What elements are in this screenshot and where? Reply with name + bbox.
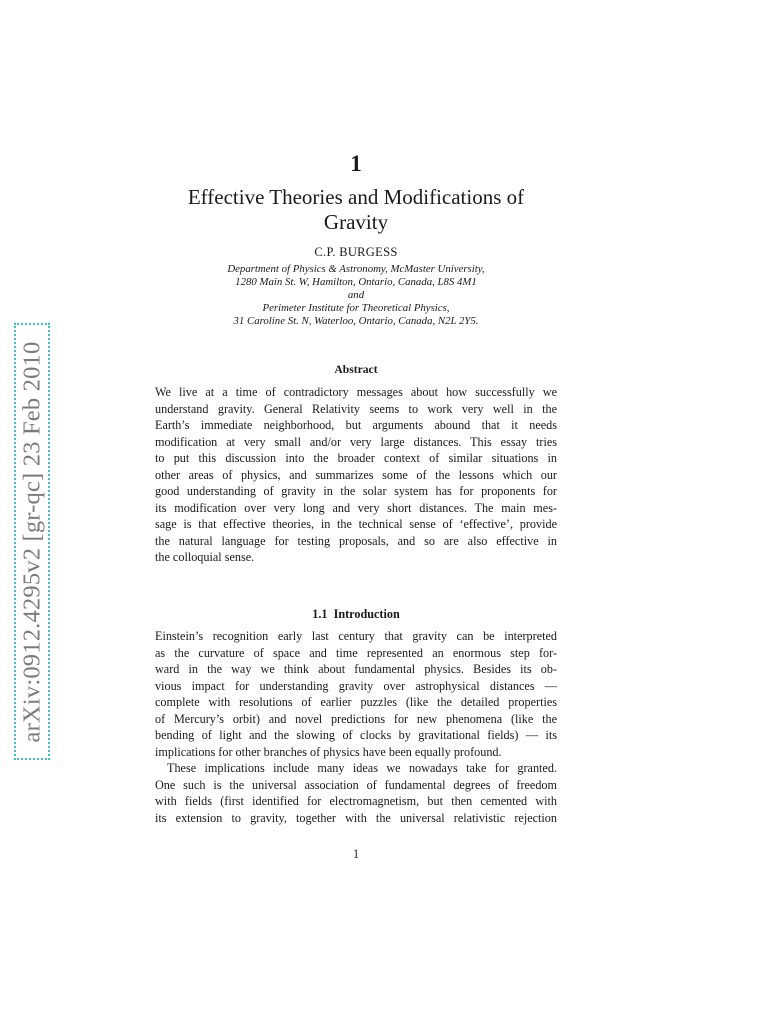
body-line: its extension to gravity, together with the universal relativistic rejection [155, 810, 557, 825]
body-line: Einstein’s recognition early last century that gravity can be interpreted [155, 629, 557, 643]
abstract-line: to put this discussion into the broader context of similar situations in [155, 451, 557, 465]
abstract-heading: Abstract [334, 363, 378, 376]
body-line: bending of light and the slowing of clocks by gravitational fields) — its [155, 728, 557, 742]
section-number: 1.1 [312, 607, 328, 621]
affiliation-conjunction: and [347, 289, 365, 301]
affiliation-line: Perimeter Institute for Theoretical Physics, [262, 302, 450, 314]
body-line: vious impact for understanding gravity over astrophysical distances — [155, 678, 557, 693]
section-title: Introduction [333, 607, 400, 621]
abstract-line: We live at a time of contradictory messages about how successfully we [155, 385, 557, 399]
abstract-line: its modification over very long and very short distances. The main mes- [155, 500, 557, 515]
abstract-text [155, 384, 557, 566]
chapter-title [155, 185, 557, 235]
abstract-line: good understanding of gravity in the solar system has for proponents for [155, 484, 557, 498]
body-line: implications for other branches of physics have been equally profound. [155, 744, 502, 759]
section-heading [155, 606, 557, 622]
chapter-number: 1 [350, 151, 362, 176]
affiliation-line: Department of Physics & Astronomy, McMaster University, [227, 263, 485, 275]
body-text [155, 628, 557, 826]
body-line: ward in the way we think about fundamental physics. Besides its ob- [155, 662, 557, 676]
abstract-line: Earth’s immediate neighborhood, but arguments abound that it needs [155, 418, 557, 432]
body-line: complete with resolutions of earlier puzzles (like the detailed properties [155, 695, 557, 709]
affiliation-line: 1280 Main St. W, Hamilton, Ontario, Canada, L8S 4M1 [235, 276, 477, 288]
abstract-line: sage is that effective theories, in the technical sense of ‘effective’, provide [155, 517, 557, 531]
body-line: These implications include many ideas we nowadays take for granted. [167, 761, 557, 775]
body-line: with fields (first identified for electromagnetism, but then cemented with [155, 794, 557, 808]
abstract-line: the natural language for testing proposals, and so are also effective in [155, 533, 557, 548]
abstract-line: the colloquial sense. [155, 550, 255, 564]
abstract-line: modification at very small and/or very large distances. This essay tries [155, 434, 557, 449]
arxiv-identifier-text: arXiv:0912.4295v2 [gr-qc] 23 Feb 2010 [18, 341, 46, 742]
page-number: 1 [352, 847, 360, 861]
body-line: One such is the universal association of fundamental degrees of freedom [155, 777, 557, 792]
chapter-title-line: Effective Theories and Modifications of [187, 185, 525, 209]
abstract-line: other areas of physics, and summarizes some of the lessons which our [155, 467, 557, 482]
abstract-line: understand gravity. General Relativity seems to work very well in the [155, 401, 557, 416]
arxiv-identifier-stamp [14, 323, 50, 760]
affiliation-line: 31 Caroline St. N, Waterloo, Ontario, Canada, N2L 2Y5. [233, 315, 479, 327]
body-line: of Mercury’s orbit) and novel predictions for new phenomena (like the [155, 711, 557, 726]
body-line: as the curvature of space and time represented an enormous step for- [155, 645, 557, 660]
author-block [155, 244, 557, 328]
chapter-title-line: Gravity [323, 210, 389, 234]
author-name: C.P. BURGESS [314, 245, 398, 259]
